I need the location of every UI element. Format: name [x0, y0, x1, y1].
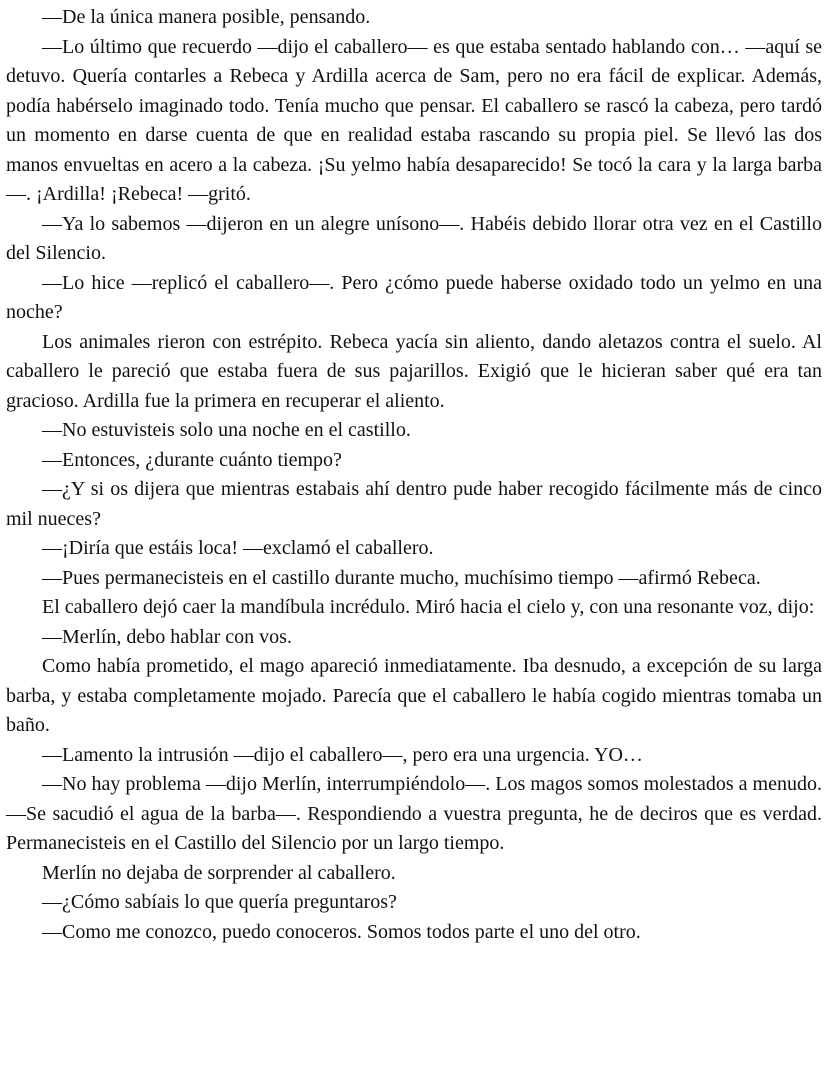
paragraph-18: —Como me conozco, puedo conoceros. Somos todos parte el uno del otro.: [42, 920, 641, 943]
paragraph-5: Los animales rieron con estrépito. Rebeca yacía sin aliento, dando aletazos contra el suelo. Al caballero le pareció que estaba fuera de sus pajarillos. Exigió que le hicieran saber qué era tan gracioso. Ardilla fue la primera en recuperar el aliento.: [6, 330, 822, 412]
paragraph-11: El caballero dejó caer la mandíbula incrédulo. Miró hacia el cielo y, con una resonante voz, dijo:: [42, 596, 815, 618]
paragraph-8: —¿Y si os dijera que mientras estabais ahí dentro pude haber recogido fácilmente más de cinco mil nueces?: [6, 478, 822, 530]
paragraph-12: —Merlín, debo hablar con vos.: [42, 625, 292, 648]
paragraph-16: Merlín no dejaba de sorprender al caballero.: [42, 861, 396, 884]
paragraph-17: —¿Cómo sabíais lo que quería preguntaros?: [42, 891, 397, 913]
paragraph-13: Como había prometido, el mago apareció inmediatamente. Iba desnudo, a excepción de su larga barba, y estaba completamente mojado. Parecía que el caballero le había cogido mientras tomaba un baño.: [6, 655, 822, 736]
paragraph-1: —De la única manera posible, pensando.: [42, 6, 371, 28]
paragraph-14: —Lamento la intrusión —dijo el caballero—, pero era una urgencia. YO…: [42, 743, 643, 766]
paragraph-7: —Entonces, ¿durante cuánto tiempo?: [42, 448, 342, 471]
paragraph-3: —Ya lo sabemos —dijeron en un alegre unísono—. Habéis debido llorar otra vez en el Castillo del Silencio.: [6, 212, 822, 264]
paragraph-6: —No estuvisteis solo una noche en el castillo.: [42, 419, 411, 441]
paragraph-15: —No hay problema —dijo Merlín, interrumpiéndolo—. Los magos somos molestados a menudo. —Se sacudió el agua de la barba—. Respondiendo a vuestra pregunta, he de deciros que es verdad. Permanecisteis en el Castillo del Silencio por un largo tiempo.: [6, 773, 822, 854]
paragraph-10: —Pues permanecisteis en el castillo durante mucho, muchísimo tiempo —afirmó Rebeca.: [42, 566, 761, 589]
paragraph-2: —Lo último que recuerdo —dijo el caballero— es que estaba sentado hablando con… —aquí se detuvo. Quería contarles a Rebeca y Ardilla acerca de Sam, pero no era fácil de explicar. Además, podía habérselo imaginado todo. Tenía mucho que pensar. El caballero se rascó la cabeza, pero tardó un momento en darse cuenta de que en realidad estaba rascando su propia piel. Se llevó las dos manos envueltas en acero a la cabeza. ¡Su yelmo había desaparecido! Se tocó la cara y la larga barba—. ¡Ardilla! ¡Rebeca! —gritó.: [6, 35, 822, 205]
paragraph-4: —Lo hice —replicó el caballero—. Pero ¿cómo puede haberse oxidado todo un yelmo en una noche?: [6, 271, 822, 323]
paragraph-9: —¡Diría que estáis loca! —exclamó el caballero.: [42, 537, 434, 559]
